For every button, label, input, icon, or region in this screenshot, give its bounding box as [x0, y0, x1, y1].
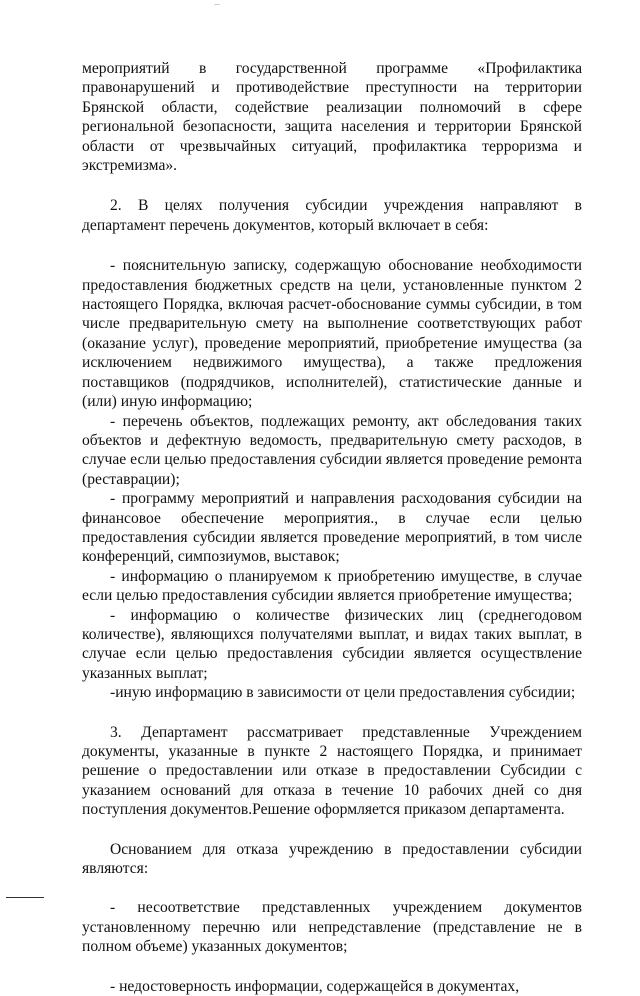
- bottom-rule: [6, 897, 44, 898]
- paragraph-refusal-grounds: Основанием для отказа учреждению в предоставлении субсидии являются:: [82, 840, 582, 878]
- scan-mark: [214, 4, 220, 5]
- list-item-payments-info: - информацию о количестве физических лиц (среднегодовом количестве), являющихся получателями выплат, и видах таких выплат, в случае если целью предоставления субсидии является осуществление указанных выплат;: [82, 606, 582, 682]
- list-item-unreliability: - недостоверность информации, содержащейся в документах,: [110, 977, 520, 995]
- list-item-other-info: -иную информацию в зависимости от цели предоставления субсидии;: [110, 684, 576, 702]
- paragraph-item-2: 2. В целях получения субсидии учреждения направляют в департамент перечень документов, который включает в себя:: [82, 197, 582, 234]
- list-item-repair-objects: - перечень объектов, подлежащих ремонту, акт обследования таких объектов и дефектную ведомость, предварительную смету расходов, в случае если целью предоставления субсидии является проведение ремонта (реставрации);: [82, 412, 582, 488]
- list-item-event-program: - программу мероприятий и направления расходования субсидии на финансовое обеспечение мероприятия., в случае если целью предоставления субсидии является проведение мероприятий, в том числе конференций, симпозиумов, выставок;: [82, 490, 582, 566]
- document-body: [82, 59, 582, 996]
- paragraph-item-3: 3. Департамент рассматривает представленные Учреждением документы, указанные в пункте 2 настоящего Порядка, и принимает решение о предоставлении или отказе в предоставлении Субсидии с указанием оснований для отказа в течение 10 рабочих дней со дня поступления документов.Решение оформляется приказом департамента.: [82, 723, 582, 819]
- list-item-nonconformity: - несоответствие представленных учреждением документов установленному перечню или непредставление (представление не в полном объеме) указанных документов;: [82, 899, 582, 956]
- list-item-property-info: - информацию о планируемом к приобретению имуществе, в случае если целью предоставления субсидии является приобретение имущества;: [82, 567, 582, 605]
- paragraph-program-continuation: мероприятий в государственной программе «Профилактика правонарушений и противодействие преступности на территории Брянской области, содействие реализации полномочий в сфере региональной безопасности, защита населения и территории Брянской области от чрезвычайных ситуаций, профилактика терроризма и экстремизма».: [82, 60, 582, 175]
- list-item-explanatory-note: - пояснительную записку, содержащую обоснование необходимости предоставления бюджетных средств на цели, установленные пунктом 2 настоящего Порядка, включая расчет-обоснование суммы субсидии, в том числе предварительную смету на выполнение соответствующих работ (оказание услуг), проведение мероприятий, приобретение имущества (за исключением недвижимого имущества), а также предложения поставщиков (подрядчиков, исполнителей), статистические данные и (или) иную информацию;: [82, 257, 582, 411]
